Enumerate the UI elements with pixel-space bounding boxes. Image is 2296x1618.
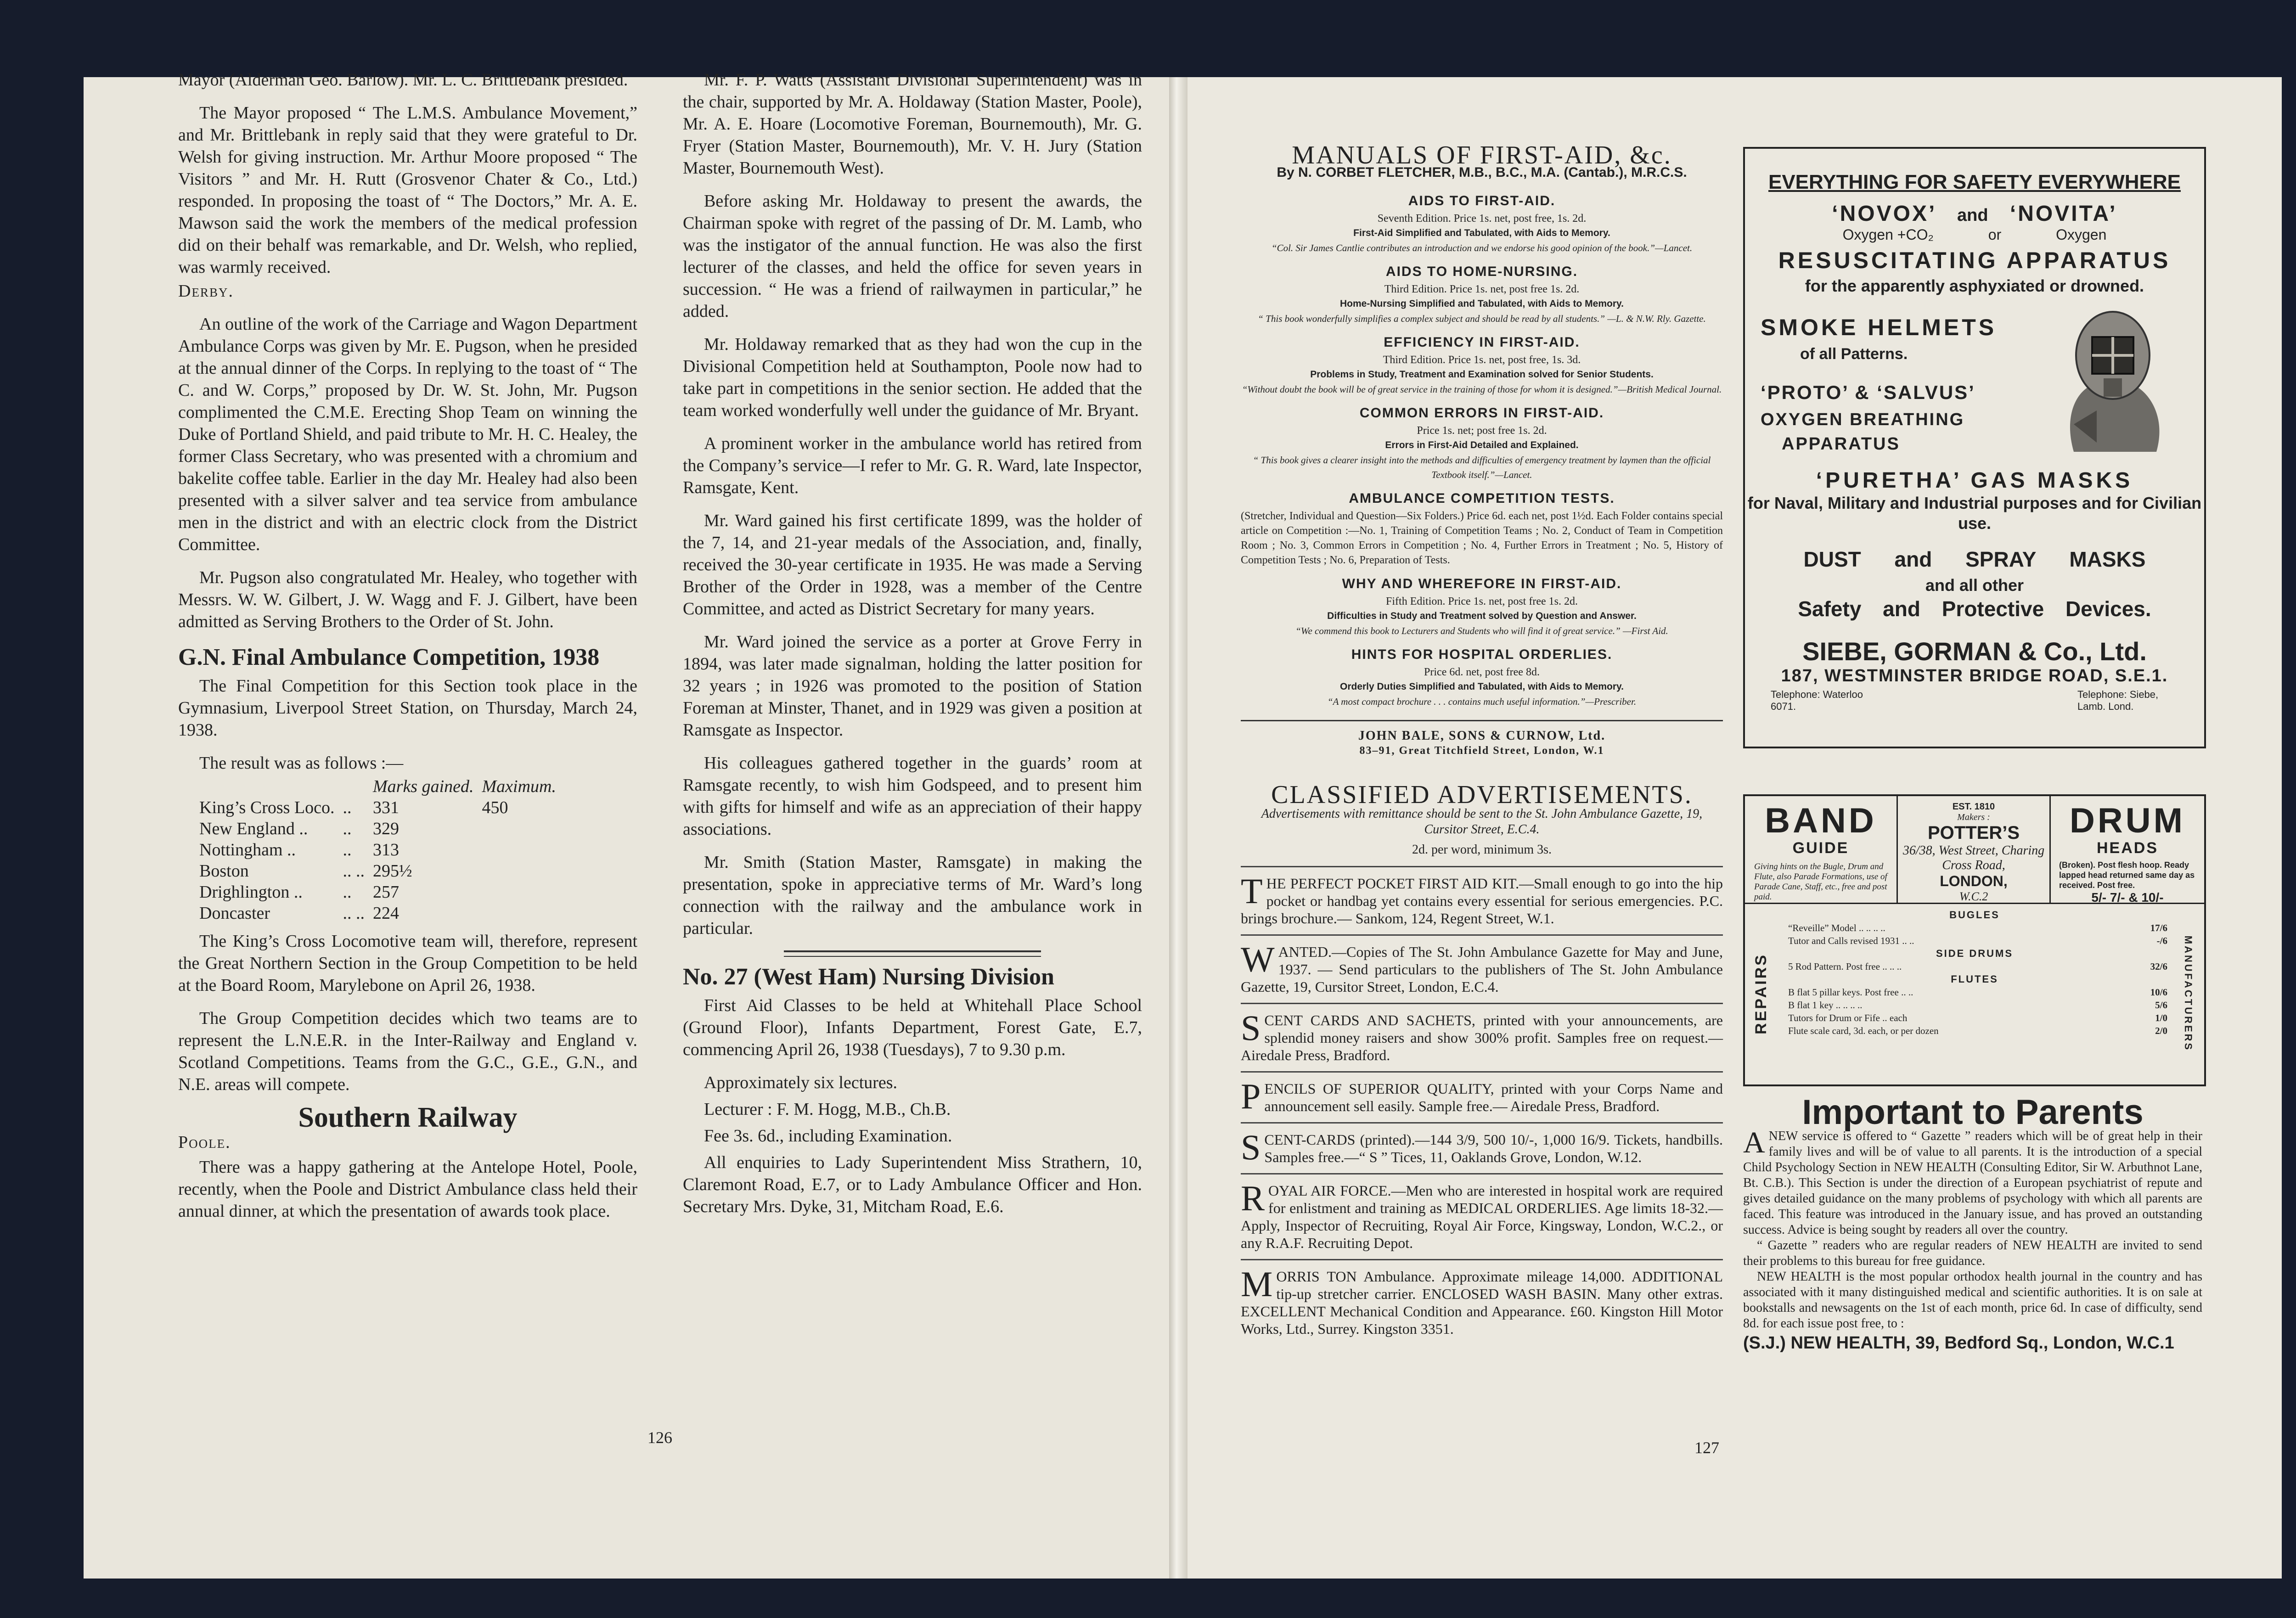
oxygen-co2-label: Oxygen +CO₂ bbox=[1842, 226, 1934, 243]
other-label: and all other bbox=[1925, 576, 2024, 595]
leader-dots: .. bbox=[343, 798, 352, 817]
ad-text: OYAL AIR FORCE.—Men who are interested in hospital work are required for enlistment and training as MEDICAL ORDERLIES. Age limits 18-32.—Apply, Inspector of Recruiting, Royal Air Force, Kingsway, London, W.C.2., or any R.A.F. Recruiting Depot. bbox=[1241, 1182, 1723, 1251]
list-item bbox=[1777, 1011, 2172, 1024]
place-heading-derby: Derby. bbox=[178, 281, 234, 301]
classified-ad bbox=[1241, 1003, 1723, 1071]
list-heading: FLUTES bbox=[1951, 973, 1998, 985]
item-name: 5 Rod Pattern. Post free .. .. .. bbox=[1788, 961, 1902, 972]
advert-address: (S.J.) NEW HEALTH, 39, Bedford Sq., London, W.C.1 bbox=[1743, 1333, 2174, 1353]
team-marks: 257 bbox=[373, 882, 399, 902]
divider bbox=[784, 956, 1041, 957]
book-title: HINTS FOR HOSPITAL ORDERLIES. bbox=[1351, 647, 1613, 662]
smoke-helmets-heading: SMOKE HELMETS bbox=[1761, 315, 1997, 340]
potters-panel bbox=[1898, 796, 2051, 903]
oxygen-label: Oxygen bbox=[2056, 226, 2107, 243]
table-header: Maximum. bbox=[482, 777, 556, 796]
classified-ad bbox=[1241, 1071, 1723, 1122]
table-row bbox=[199, 882, 564, 903]
page-number: 126 bbox=[647, 1428, 672, 1447]
book-entry bbox=[1241, 406, 1723, 482]
publisher-name: JOHN BALE, SONS & CURNOW, Ltd. bbox=[1241, 720, 1723, 743]
ad-text: HE PERFECT POCKET FIRST AID KIT.—Small enough to go into the hip pocket or handbag yet contains every essential for serious emergencies. P.C. brings brochure.— Sankom, 124, Regent Street, W.1. bbox=[1241, 875, 1723, 927]
team-marks: 331 bbox=[373, 798, 399, 817]
section-heading: G.N. Final Ambulance Competition, 1938 bbox=[178, 644, 600, 670]
advert-author: By N. CORBET FLETCHER, M.B., B.C., M.A. (Cantab.), M.R.C.S. bbox=[1277, 165, 1687, 180]
classified-ad bbox=[1241, 866, 1723, 934]
paragraph: Approximately six lectures. bbox=[704, 1073, 898, 1092]
paragraph: His colleagues gathered together in the guards’ room at Ramsgate recently, to wish him Godspeed, and to present him with gifts for himself and wife as an appreciation of their happy associations. bbox=[683, 753, 1142, 839]
telephone-left: Telephone: Waterloo 6071. bbox=[1771, 689, 1863, 712]
classified-title: CLASSIFIED ADVERTISEMENTS. bbox=[1271, 781, 1693, 809]
book-entry bbox=[1241, 491, 1723, 567]
dust-spray-heading: DUST and SPRAY MASKS bbox=[1803, 547, 2146, 571]
paragraph: Mr. Ward joined the service as a porter at Grove Ferry in 1894, was later made signalman, holding the latter position for 32 years ; in 1926 was promoted to the position of Station Foreman at Minster, Thanet, and in 1929 was given a position at Ramsgate as Inspector. bbox=[683, 632, 1142, 740]
manufacturers-label bbox=[2172, 904, 2204, 1083]
ad-text: ENCILS OF SUPERIOR QUALITY, printed with your Corps Name and announcement sell easily. Sample free.— Airedale Press, Bradford. bbox=[1264, 1080, 1723, 1114]
drop-cap: A bbox=[1743, 1126, 1765, 1159]
manufacturers-text: MANUFACTURERS bbox=[2183, 935, 2195, 1052]
ad-text: CENT CARDS AND SACHETS, printed with your announcements, are splendid money raisers and show 300% profit. Samples free on request.—Airedale Press, Bradford. bbox=[1241, 1012, 1723, 1063]
paragraph-text: NEW service is offered to “ Gazette ” readers which will be of great help in their family lives and will be of value to all parents. It is the introduction of a special Child Psychology Section in NEW HEALTH (Consulting Editor, Sir W. Arbuthnot Lane, Bt. C.B.). This Section is under the direction of a European psychiatrist of repute and gives detailed guidance on the many problems of psychology with which all parents are faced. This feature was introduced in the January issue, and has proved an outstanding success. Advice is being sought by readers all over the country. bbox=[1743, 1129, 2202, 1237]
book-entry bbox=[1241, 194, 1723, 255]
drop-cap: T bbox=[1241, 871, 1263, 911]
item-name: “Reveille” Model .. .. .. .. bbox=[1788, 922, 1885, 933]
advert-title: MANUALS OF FIRST-AID, &c. bbox=[1292, 141, 1672, 169]
telephone-right: Telephone: Siebe, Lamb. Lond. bbox=[2077, 689, 2159, 712]
apparatus-label: APPARATUS bbox=[1782, 434, 1900, 454]
novita-label: ‘NOVITA’ bbox=[2009, 202, 2117, 226]
publisher-address: 83–91, Great Titchfield Street, London, W.1 bbox=[1359, 745, 1604, 757]
list-item bbox=[1777, 960, 2172, 973]
ad-text: CENT-CARDS (printed).—144 3/9, 500 10/-, 1,000 16/9. Tickets, handbills. Samples free.—“ S ” Tices, 11, Oaklands Grove, London, W.12. bbox=[1264, 1131, 1723, 1165]
book-price: Third Edition. Price 1s. net, post free 1s. 2d. bbox=[1384, 283, 1580, 295]
paragraph: The result was as follows :— bbox=[199, 753, 404, 773]
telephone-row bbox=[1745, 686, 2204, 713]
item-price: 1/0 bbox=[2155, 1012, 2167, 1023]
patterns-label: of all Patterns. bbox=[1800, 345, 1908, 363]
book-gutter bbox=[1169, 77, 1187, 1579]
book-review: “Without doubt the book will be of great service in the training of those for whom it is designed.”—British Medical Journal. bbox=[1242, 384, 1722, 395]
book-price: Seventh Edition. Price 1s. net, post free, 1s. 2d. bbox=[1377, 213, 1587, 225]
classified-rate: 2d. per word, minimum 3s. bbox=[1412, 843, 1552, 857]
book-price: Price 6d. net, post free 8d. bbox=[1424, 666, 1540, 678]
paragraph: Lecturer : F. M. Hogg, M.B., Ch.B. bbox=[704, 1100, 951, 1119]
item-name: Tutor and Calls revised 1931 .. .. bbox=[1788, 935, 1914, 946]
paragraph: Mayor (Alderman Geo. Barlow). Mr. L. C. Brittlebank presided. bbox=[178, 70, 628, 90]
table-row bbox=[199, 839, 564, 860]
team-name: Boston bbox=[199, 861, 249, 881]
advert-headline: EVERYTHING FOR SAFETY EVERYWHERE bbox=[1768, 171, 2181, 193]
heads-description: (Broken). Post flesh hoop. Ready lapped head returned same day as received. Post free. bbox=[2059, 860, 2195, 890]
price-list bbox=[1777, 904, 2172, 1083]
table-row bbox=[199, 903, 564, 924]
paragraph: The Group Competition decides which two teams are to represent the L.N.E.R. in the Inter-Railway and England v. Scotland Competitions. Teams from the G.C., G.E., G.N., and N.E. areas will compete. bbox=[178, 1009, 637, 1094]
potters-band-advert bbox=[1743, 794, 2206, 1086]
siebe-gorman-advert bbox=[1743, 147, 2206, 748]
book-review: “ This book gives a clearer insight into the methods and difficulties of emergency treatment by laymen than the official Textbook itself.”—Lancet. bbox=[1253, 455, 1711, 480]
book-subtitle: Home-Nursing Simplified and Tabulated, with Aids to Memory. bbox=[1340, 298, 1624, 309]
potters-address: 36/38, West Street, Charing Cross Road, bbox=[1902, 843, 2045, 872]
ad-text: ANTED.—Copies of The St. John Ambulance Gazette for May and June, 1937. — Send particulars to the publishers of The St. John Ambulance Gazette, 19, Cursitor Street, London, E.C.4. bbox=[1241, 944, 1723, 995]
paragraph: First Aid Classes to be held at Whitehall Place School (Ground Floor), Infants Department, Forest Gate, E.7, commencing April 26, 1938 (Tuesdays), 7 to 9.30 p.m. bbox=[683, 996, 1142, 1059]
puretha-subtitle: for Naval, Military and Industrial purposes and for Civilian use. bbox=[1747, 494, 2202, 533]
list-heading: SIDE DRUMS bbox=[1936, 948, 2014, 959]
and-label: and bbox=[1957, 206, 1988, 225]
team-name: Doncaster bbox=[199, 904, 270, 923]
book-review: “ This book wonderfully simplifies a complex subject and should be read by all students.” —L. & N.W. Rly. Gazette. bbox=[1258, 313, 1706, 324]
classified-ad bbox=[1241, 1259, 1723, 1345]
guide-label: GUIDE bbox=[1792, 839, 1849, 857]
paragraph: “ Gazette ” readers who are regular readers of NEW HEALTH are invited to send their problems to this bureau for free guidance. bbox=[1743, 1238, 2202, 1268]
proto-salvus-heading: ‘PROTO’ & ‘SALVUS’ bbox=[1761, 382, 1975, 403]
paragraph: Mr. Smith (Station Master, Ramsgate) in making the presentation, spoke in appreciative terms of Mr. Ward’s long connection with the railway and the ambulance work in particular. bbox=[683, 853, 1142, 938]
paragraph: Mr. Pugson also congratulated Mr. Healey, who together with Messrs. W. W. Gilbert, J. W. Wagg and F. J. Gilbert, have been admitted as Serving Brothers to the Order of St. John. bbox=[178, 568, 637, 631]
oxygen-breathing-label: OXYGEN BREATHING bbox=[1761, 410, 1965, 429]
divider bbox=[784, 950, 1041, 952]
leader-dots: .. bbox=[343, 840, 352, 860]
page-number: 127 bbox=[1694, 1438, 1719, 1457]
heads-label: HEADS bbox=[2096, 839, 2159, 857]
smoke-helmet-illustration bbox=[2046, 305, 2179, 456]
list-item bbox=[1777, 921, 2172, 934]
team-marks: 329 bbox=[373, 819, 399, 838]
paragraph: NEW HEALTH is the most popular orthodox health journal in the country and has associated with it many distinguished medical and scientific authorities. It is on sale at bookstalls and newsagents on the 1st of each month, price 6d. In case of difficulty, send 8d. for each issue post free, to : bbox=[1743, 1270, 2202, 1331]
item-price: 32/6 bbox=[2150, 961, 2167, 972]
book-title: COMMON ERRORS IN FIRST-AID. bbox=[1359, 405, 1604, 421]
item-name: B flat 5 pillar keys. Post free .. .. bbox=[1788, 987, 1913, 998]
book-subtitle: Problems in Study, Treatment and Examination solved for Senior Students. bbox=[1310, 369, 1654, 380]
book-title: EFFICIENCY IN FIRST-AID. bbox=[1384, 335, 1580, 350]
item-price: 2/0 bbox=[2155, 1025, 2167, 1036]
london-label: LONDON, bbox=[1940, 873, 2008, 889]
book-entry bbox=[1241, 335, 1723, 397]
table-row bbox=[199, 797, 564, 818]
paragraph: Mr. F. P. Watts (Assistant Divisional Superintendent) was in the chair, supported by Mr. A. Holdaway (Station Master, Poole), Mr. A. E. Hoare (Locomotive Foreman, Bournemouth), Mr. G. Fryer (Station Master, Bournemouth), Mr. V. H. Jury (Station Master, Bournemouth West). bbox=[683, 70, 1142, 178]
drop-cap: M bbox=[1241, 1264, 1273, 1304]
list-heading: BUGLES bbox=[1949, 909, 2000, 921]
book-subtitle: Difficulties in Study and Treatment solved by Question and Answer. bbox=[1327, 611, 1637, 621]
repairs-label bbox=[1745, 904, 1777, 1083]
item-price: 10/6 bbox=[2150, 987, 2167, 998]
drum-heading: DRUM bbox=[2070, 801, 2185, 840]
paragraph: The Mayor proposed “ The L.M.S. Ambulance Movement,” and Mr. Brittlebank in reply said that they were grateful to Dr. Welsh for giving instruction. Mr. Arthur Moore proposed “ The Visitors ” and Mr. H. Rutt (Grosvenor Chater & Co., Ltd.) responded. In proposing the toast of “ The Doctors,” Mr. A. E. Mawson said the work the members of the medical profession did on their behalf was remarkable, and Dr. Welsh, who replied, was warmly received. bbox=[178, 103, 637, 277]
paragraph: Before asking Mr. Holdaway to present the awards, the Chairman spoke with regret of the passing of Dr. M. Lamb, who was the instigator of the annual function. He was also the first lecturer of the classes, and held the office for seven years in succession. “ He was a friend of railwaymen in particular,” he added. bbox=[683, 191, 1142, 321]
list-item bbox=[1777, 1024, 2172, 1037]
table-header: Marks gained. bbox=[373, 777, 474, 796]
left-column-1 bbox=[178, 69, 637, 1233]
classified-note: Advertisements with remittance should be sent to the St. John Ambulance Gazette, 19, Cursitor Street, E.C.4. bbox=[1261, 807, 1703, 837]
book-title: AMBULANCE COMPETITION TESTS. bbox=[1349, 491, 1615, 506]
resuscitating-heading: RESUSCITATING APPARATUS bbox=[1778, 247, 2171, 273]
company-address: 187, WESTMINSTER BRIDGE ROAD, S.E.1. bbox=[1781, 666, 2168, 685]
leader-dots: .. .. bbox=[343, 904, 365, 923]
team-name: New England .. bbox=[199, 819, 308, 838]
heads-price: 5/- 7/- & 10/- bbox=[2091, 890, 2164, 905]
list-item bbox=[1777, 999, 2172, 1011]
resuscitating-subtitle: for the apparently asphyxiated or drowned. bbox=[1805, 276, 2144, 295]
list-item bbox=[1777, 986, 2172, 999]
max-marks: 450 bbox=[482, 798, 508, 817]
paragraph: All enquiries to Lady Superintendent Miss Strathern, 10, Claremont Road, E.7, or to Lady Ambulance Officer and Hon. Secretary Mrs. Dyke, 31, Mitcham Road, E.6. bbox=[683, 1153, 1142, 1216]
team-marks: 313 bbox=[373, 840, 399, 860]
item-name: Tutors for Drum or Fife .. each bbox=[1788, 1012, 1908, 1023]
team-marks: 295½ bbox=[373, 861, 412, 881]
paragraph: An outline of the work of the Carriage and Wagon Department Ambulance Corps was given by Mr. E. Pugson, when he presided at the annual dinner of the Corps. In replying to the toast of “ The C. and W. Corps,” proposed by Dr. W. St. John, Mr. Pugson complimented the C.M.E. Erecting Shop Team on winning the Duke of Portland Shield, and paid tribute to Mr. H. C. Healey, the former Class Secretary, who was presented with a chromium and bakelite coffee table. Earlier in the day Mr. Healey had also been presented with a silver salver and tea service from ambulance men in the district and with an electric clock from the District Committee. bbox=[178, 315, 637, 554]
book-price: Price 1s. net; post free 1s. 2d. bbox=[1417, 425, 1547, 437]
leader-dots: .. bbox=[343, 882, 352, 902]
paragraph: Fee 3s. 6d., including Examination. bbox=[704, 1126, 952, 1146]
left-column-2 bbox=[683, 69, 1142, 1229]
classified-advertisements bbox=[1241, 781, 1723, 1345]
book-review: “A most compact brochure . . . contains much useful information.”—Prescriber. bbox=[1327, 696, 1637, 707]
paragraph bbox=[1743, 1126, 2202, 1238]
new-health-advert bbox=[1743, 1093, 2202, 1353]
book-review: “We commend this book to Lecturers and Students who will find it of great service.” —First Aid. bbox=[1295, 625, 1668, 636]
item-price: 5/6 bbox=[2155, 1000, 2167, 1011]
book-title: AIDS TO FIRST-AID. bbox=[1408, 193, 1556, 208]
band-heading: BAND bbox=[1765, 801, 1877, 840]
leader-dots: .. .. bbox=[343, 861, 365, 881]
drop-cap: W bbox=[1241, 939, 1275, 979]
book-entry bbox=[1241, 264, 1723, 326]
gas-line bbox=[1745, 226, 2204, 243]
item-price: -/6 bbox=[2156, 935, 2167, 946]
results-table bbox=[199, 776, 564, 924]
book-title: WHY AND WHEREFORE IN FIRST-AID. bbox=[1342, 576, 1622, 591]
safety-devices-heading: Safety and Protective Devices. bbox=[1798, 597, 2151, 621]
book-entry bbox=[1241, 577, 1723, 638]
team-name: King’s Cross Loco. bbox=[199, 798, 335, 817]
manuals-advert bbox=[1241, 141, 1723, 758]
classified-ad bbox=[1241, 1173, 1723, 1259]
drop-cap: P bbox=[1241, 1076, 1261, 1116]
item-name: B flat 1 key .. .. .. .. bbox=[1788, 1000, 1863, 1011]
list-item bbox=[1777, 934, 2172, 947]
makers-label: Makers : bbox=[1957, 812, 1990, 822]
book-price: Fifth Edition. Price 1s. net, post free 1s. 2d. bbox=[1386, 596, 1578, 607]
book-title: AIDS TO HOME-NURSING. bbox=[1385, 264, 1578, 279]
or-label: or bbox=[1988, 226, 2002, 243]
classified-ad bbox=[1241, 934, 1723, 1003]
drop-cap: S bbox=[1241, 1008, 1261, 1048]
product-line bbox=[1745, 201, 2204, 226]
paragraph: A prominent worker in the ambulance world has retired from the Company’s service—I refer to Mr. G. R. Ward, late Inspector, Ramsgate, Kent. bbox=[683, 434, 1142, 497]
drop-cap: R bbox=[1241, 1178, 1265, 1218]
repairs-text: REPAIRS bbox=[1752, 953, 1770, 1034]
potters-name: POTTER’S bbox=[1927, 823, 2020, 843]
table-row bbox=[199, 860, 564, 882]
postcode-label: W.C.2 bbox=[1959, 890, 1988, 903]
team-name: Drighlington .. bbox=[199, 882, 303, 902]
paragraph: Mr. Ward gained his first certificate 1899, was the holder of the 7, 14, and 21-year medals of the Association, and, finally, received the 30-year certificate in 1935. He was made a Serving Brother of the Order in 1928, was a member of the Centre Committee, and acted as District Secretary for many years. bbox=[683, 511, 1142, 618]
paragraph: There was a happy gathering at the Antelope Hotel, Poole, recently, when the Poole and District Ambulance class held their annual dinner, at which the presentation of awards took place. bbox=[178, 1157, 637, 1221]
team-name: Nottingham .. bbox=[199, 840, 296, 860]
leader-dots: .. bbox=[343, 819, 352, 838]
paragraph: The King’s Cross Locomotive team will, therefore, represent the Great Northern Section in the Group Competition to be held at the Board Room, Marylebone on April 26, 1938. bbox=[178, 932, 637, 995]
novox-label: ‘NOVOX’ bbox=[1832, 202, 1936, 226]
drop-cap: S bbox=[1241, 1127, 1261, 1167]
place-heading-poole: Poole. bbox=[178, 1133, 231, 1152]
book-price: Third Edition. Price 1s. net, post free, 1s. 3d. bbox=[1383, 354, 1581, 366]
drum-heads-panel bbox=[2051, 796, 2204, 903]
item-name: Flute scale card, 3d. each, or per dozen bbox=[1788, 1025, 1939, 1036]
classified-ad bbox=[1241, 1122, 1723, 1173]
band-guide-panel bbox=[1745, 796, 1898, 903]
book-entry bbox=[1241, 647, 1723, 709]
paragraph: Mr. Holdaway remarked that as they had won the cup in the Divisional Competition held at Southampton, Poole now had to take part in competitions in the senior section. He added that the team worked wonderfully well under the guidance of Mr. Bryant. bbox=[683, 335, 1142, 420]
book-review: “Col. Sir James Cantlie contributes an introduction and we endorse his good opinion of the book.”—Lancet. bbox=[1271, 242, 1693, 253]
book-subtitle: First-Aid Simplified and Tabulated, with Aids to Memory. bbox=[1353, 228, 1610, 238]
book-subtitle: Errors in First-Aid Detailed and Explained. bbox=[1385, 440, 1579, 450]
book-subtitle: Orderly Duties Simplified and Tabulated, with Aids to Memory. bbox=[1339, 681, 1624, 692]
ad-text: ORRIS TON Ambulance. Approximate mileage 14,000. ADDITIONAL tip-up stretcher carrier. ENCLOSED WASH BASIN. Many other extras. EXCELLENT Mechanical Condition and Appearance. £60. Kingston Hill Motor Works, Ltd., Surrey. Kingston 3351. bbox=[1241, 1268, 1723, 1337]
section-heading: No. 27 (West Ham) Nursing Division bbox=[683, 964, 1054, 990]
item-price: 17/6 bbox=[2150, 922, 2167, 933]
table-row bbox=[199, 818, 564, 839]
puretha-heading: ‘PURETHA’ GAS MASKS bbox=[1816, 468, 2133, 493]
paragraph: The Final Competition for this Section took place in the Gymnasium, Liverpool Street Station, on Thursday, March 24, 1938. bbox=[178, 676, 637, 740]
guide-description: Giving hints on the Bugle, Drum and Flute, also Parade Formations, use of Parade Cane, Staff, etc., free and post paid. bbox=[1754, 862, 1887, 902]
team-marks: 224 bbox=[373, 904, 399, 923]
section-heading: Southern Railway bbox=[298, 1102, 518, 1133]
company-name: SIEBE, GORMAN & Co., Ltd. bbox=[1802, 637, 2147, 666]
established-label: EST. 1810 bbox=[1952, 802, 1995, 812]
advert-title: Important to Parents bbox=[1802, 1093, 2144, 1132]
book-description: (Stretcher, Individual and Question—Six Folders.) Price 6d. each net, post 1½d. Each Folder contains special article on Competition :—No. 1, Training of Competition Teams ; No. 2, Conduct of Team in Competition Room ; No. 3, Common Errors in Competition ; No. 4, Further Errors in Treatment ; No. 5, History of Competition Tests ; No. 6, Preparation of Tests. bbox=[1241, 510, 1723, 566]
